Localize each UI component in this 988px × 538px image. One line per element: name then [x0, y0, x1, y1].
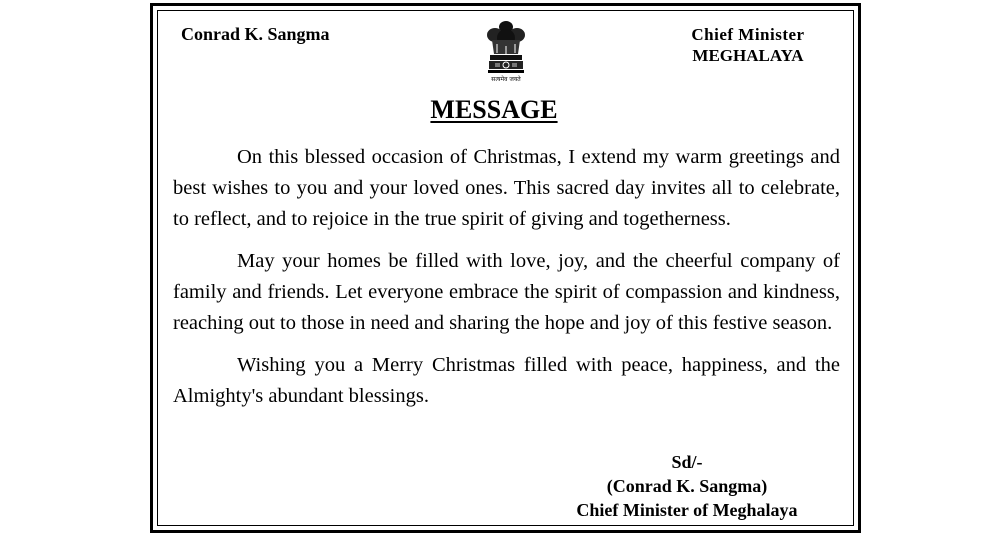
emblem-motto: सत्यमेव जयते — [491, 76, 521, 83]
signature-block — [560, 450, 814, 522]
message-paragraph: May your homes be filled with love, joy, and the cheerful company of family and friends. Let everyone embrace the spirit of compassion and kindness, reaching out to those in need and sharing the hope and joy of this festive season. — [173, 250, 840, 334]
message-paragraph: Wishing you a Merry Christmas filled with peace, happiness, and the Almighty's abundant blessings. — [173, 354, 840, 407]
signature-name: (Conrad K. Sangma) — [606, 476, 768, 496]
message-body — [173, 142, 840, 423]
signature-designation: Chief Minister of Meghalaya — [576, 500, 798, 520]
message-paragraph: On this blessed occasion of Christmas, I extend my warm greetings and best wishes to you and your loved ones. This sacred day invites all to celebrate, to reflect, and to rejoice in the true spirit of giving and togetherness. — [173, 146, 840, 230]
signature-sd: Sd/- — [671, 452, 703, 472]
title-text: MESSAGE — [430, 95, 558, 124]
designation-state: MEGHALAYA — [692, 46, 804, 65]
page-title — [0, 94, 988, 126]
state-emblem-icon — [483, 18, 529, 84]
header-designation — [670, 24, 826, 66]
header-name: Conrad K. Sangma — [181, 24, 330, 44]
designation-title: Chief Minister — [691, 25, 805, 44]
